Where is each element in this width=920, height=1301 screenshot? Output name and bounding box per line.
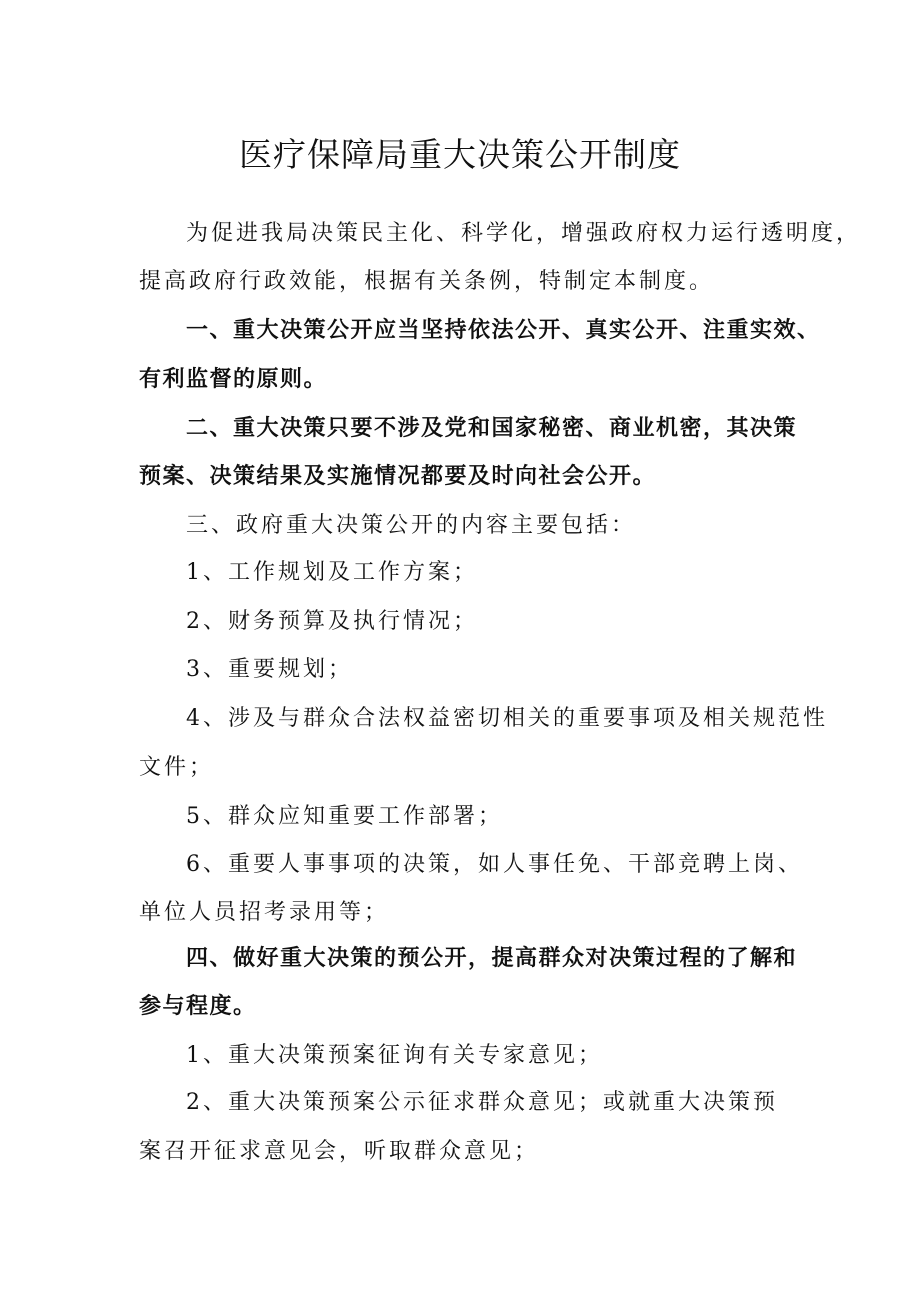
paragraph-intro-line-1: 为促进我局决策民主化、科学化，增强政府权力运行透明度，: [186, 221, 862, 246]
section-2-line-1: 二、重大决策只要不涉及党和国家秘密、商业机密，其决策: [186, 416, 798, 441]
section-3-item-5: 5、群众应知重要工作部署；: [186, 804, 503, 829]
document-title: 医疗保障局重大决策公开制度: [239, 135, 681, 174]
section-3-heading: 三、政府重大决策公开的内容主要包括：: [186, 513, 637, 538]
section-3-item-4-line-1: 4、涉及与群众合法权益密切相关的重要事项及相关规范性: [186, 706, 828, 731]
section-3-item-1: 1、工作规划及工作方案；: [186, 560, 478, 585]
section-1-line-2: 有利监督的原则。: [139, 367, 328, 392]
section-3-item-6-line-2: 单位人员招考录用等；: [139, 900, 390, 925]
section-4-item-2-line-1: 2、重大决策预案公示征求群众意见；或就重大决策预: [186, 1090, 778, 1115]
section-4-item-1: 1、重大决策预案征询有关专家意见；: [186, 1043, 603, 1068]
paragraph-intro-line-2: 提高政府行政效能，根据有关条例，特制定本制度。: [139, 269, 715, 294]
section-2-line-2: 预案、决策结果及实施情况都要及时向社会公开。: [139, 464, 657, 489]
section-1-line-1: 一、重大决策公开应当坚持依法公开、真实公开、注重实效、: [186, 318, 821, 343]
section-3-item-3: 3、重要规划；: [186, 657, 353, 682]
section-3-item-4-line-2: 文件；: [139, 755, 215, 780]
section-4-line-2: 参与程度。: [139, 994, 257, 1019]
section-4-item-2-line-2: 案召开征求意见会，听取群众意见；: [139, 1139, 540, 1164]
section-4-line-1: 四、做好重大决策的预公开，提高群众对决策过程的了解和: [186, 946, 798, 971]
section-3-item-2: 2、财务预算及执行情况；: [186, 609, 478, 634]
section-3-item-6-line-1: 6、重要人事事项的决策，如人事任免、干部竞聘上岗、: [186, 852, 803, 877]
